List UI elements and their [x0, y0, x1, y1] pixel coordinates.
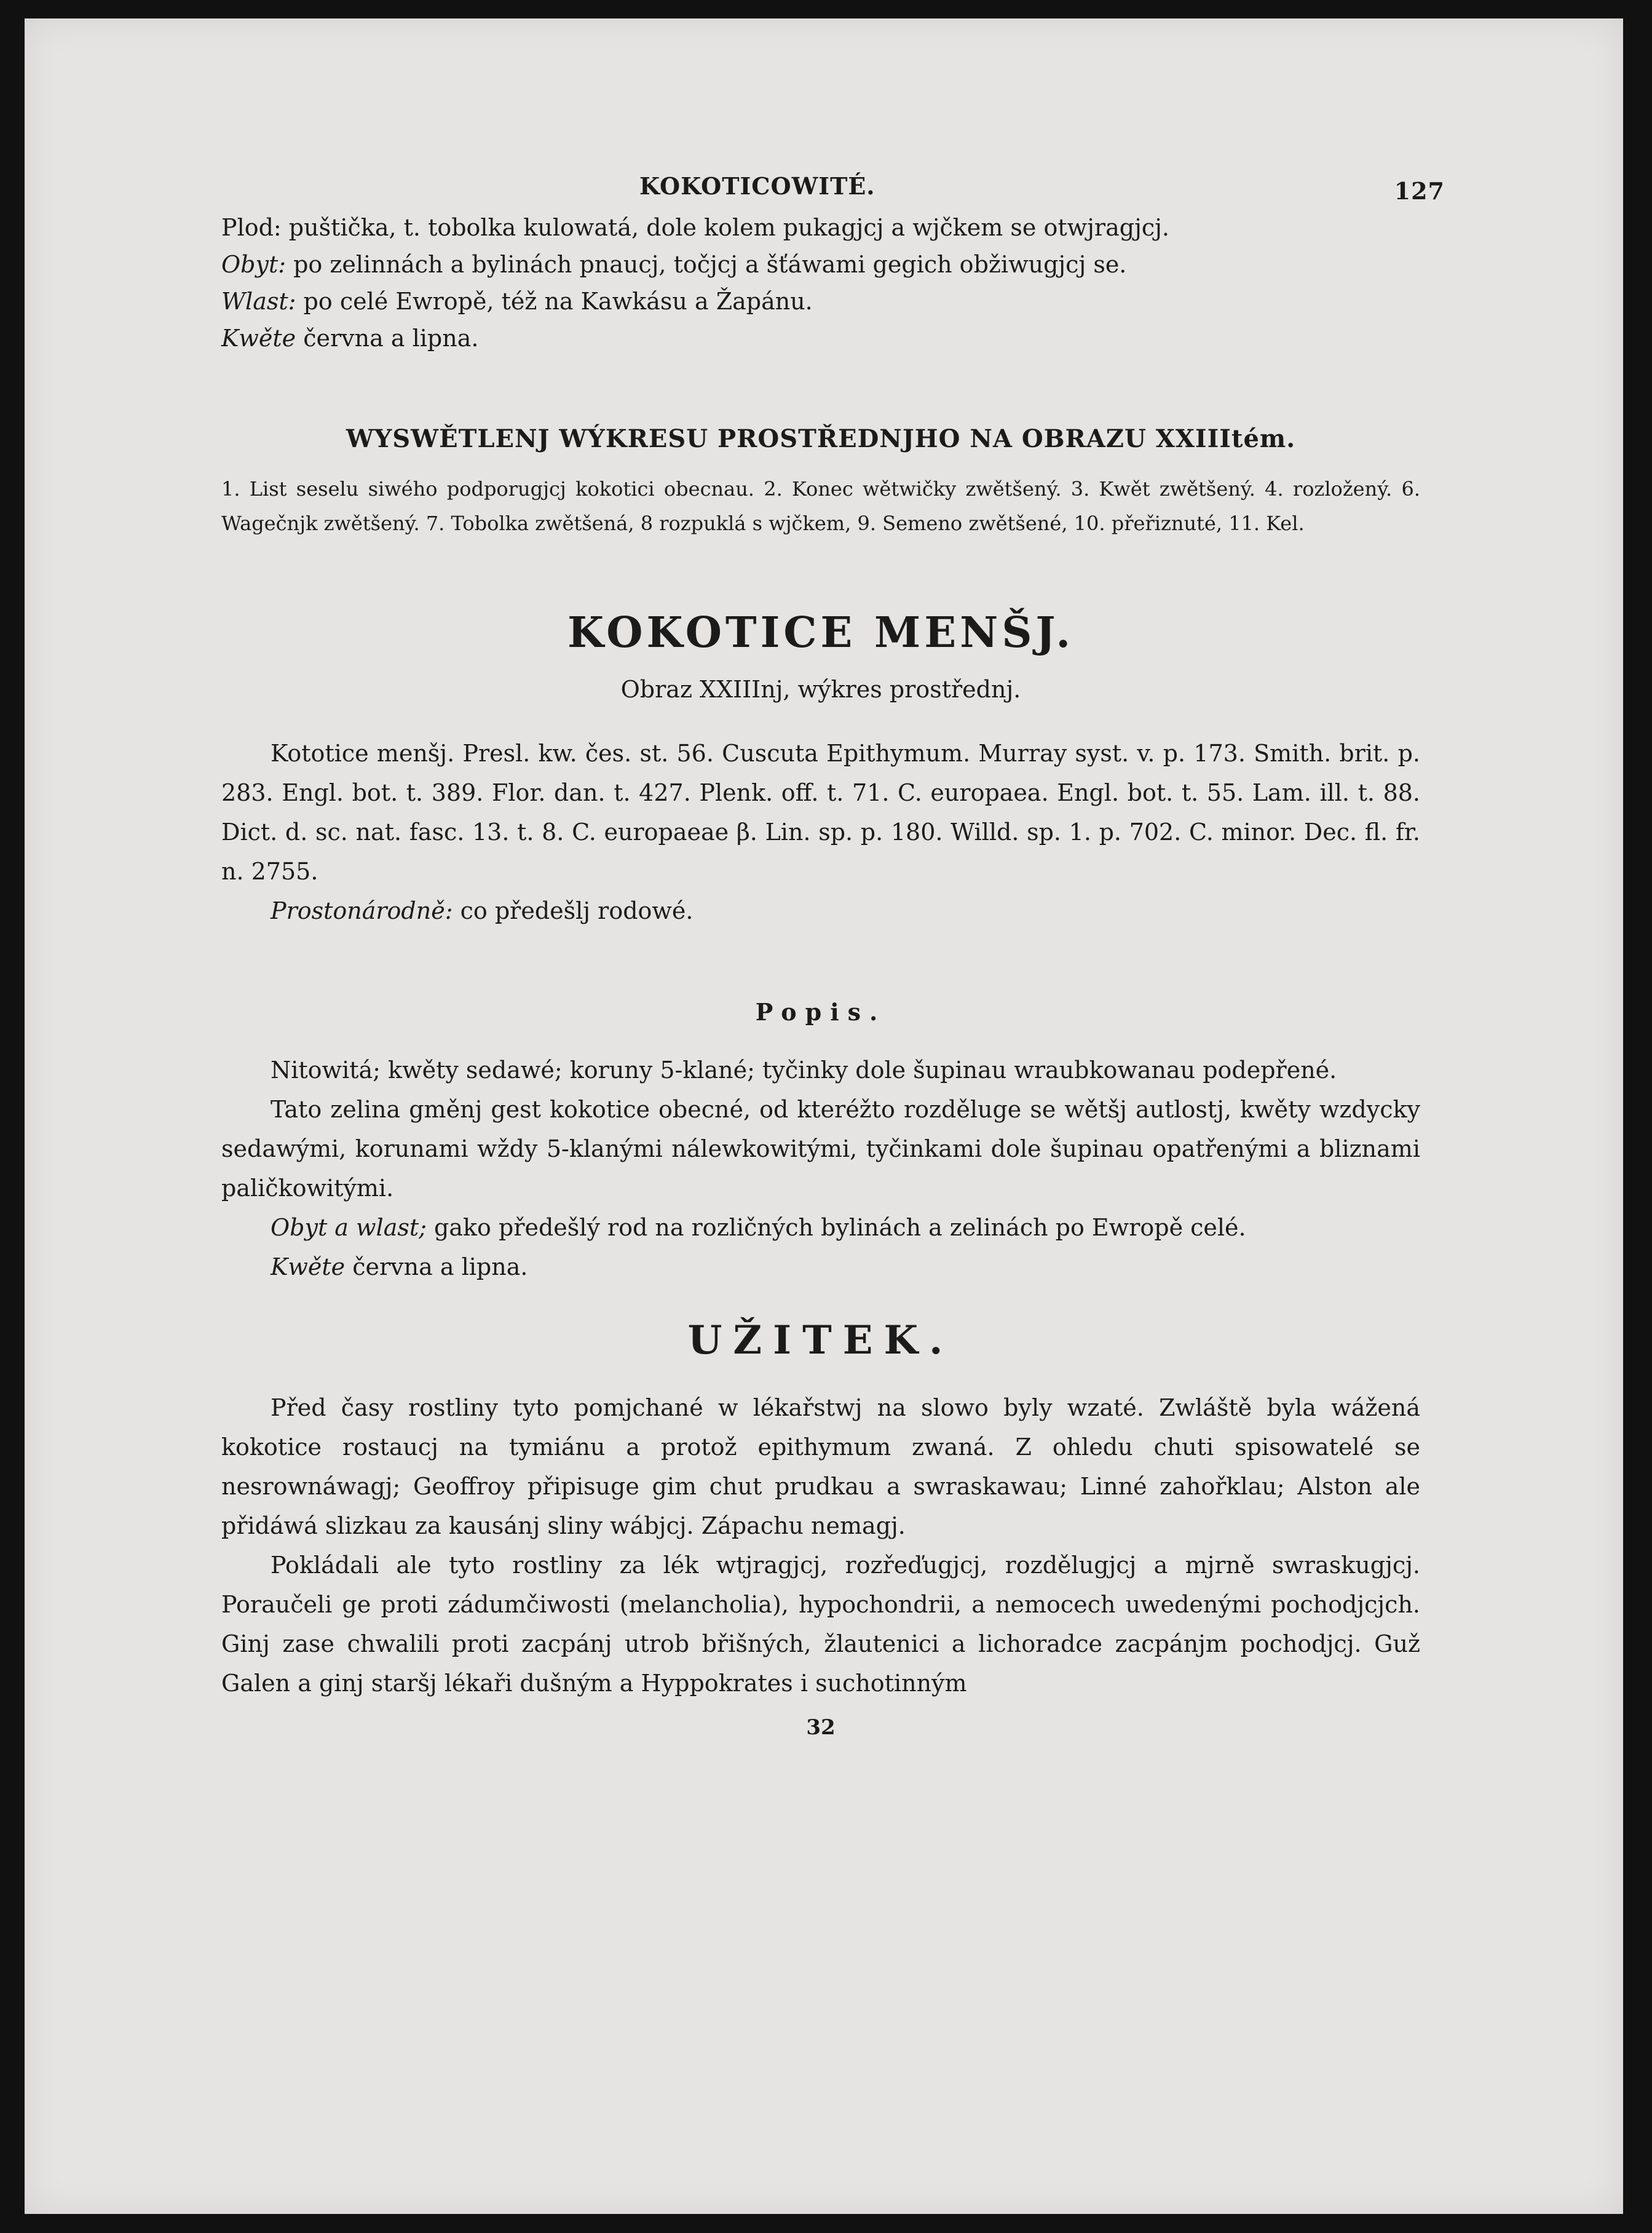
- wlast-label: Wlast:: [221, 288, 296, 315]
- uzitek-heading: UŽITEK.: [687, 1317, 954, 1363]
- figure-explanation-heading: WYSWĚTLENJ WÝKRESU PROSTŘEDNJHO NA OBRAZU XXIIItém.: [346, 424, 1296, 453]
- prostonarodne-line: [221, 891, 1420, 930]
- intro-block: [221, 209, 1420, 357]
- signature-mark: 32: [806, 1715, 836, 1740]
- figure-caption: 1. List seselu siwého podporugjcj kokotici obecnau. 2. Konec wětwičky zwětšený. 3. Kwět zwětšený. 4. rozložený. 6. Wagečnjk zwětšený. 7. Tobolka zwětšená, 8 rozpuklá s wjčkem, 9. Semeno zwětšené, 10. přeřiznuté, 11. Kel.: [221, 477, 1420, 535]
- popis-paragraph-3: [221, 1208, 1420, 1247]
- kwete-line: [221, 320, 1420, 357]
- obyt-line: [221, 246, 1420, 283]
- wlast-text: po celé Ewropě, též na Kawkásu a Žapánu.: [296, 288, 813, 315]
- popis-obyt-label: Obyt a wlast;: [271, 1214, 427, 1241]
- running-head: [221, 166, 1445, 209]
- prostonarodne-label: Prostonárodně:: [271, 897, 453, 924]
- wlast-line: [221, 283, 1420, 320]
- running-head-title: KOKOTICOWITÉ.: [639, 172, 875, 200]
- page-content: [221, 166, 1445, 1740]
- kwete-label: Kwěte: [221, 325, 296, 352]
- uzitek-paragraph-2: Pokládali ale tyto rostliny za lék wtjragjcj, rozřeďugjcj, rozdělugjcj a mjrně swraskugjcj. Poraučeli ge proti zádumčiwosti (melancholia), hypochondrii, a nemocech uwedenými pochodjcjch. Ginj zase chwalili proti zacpánj utrob břišných, žlautenici a lichoradce zacpánjm pochodjcj. Guž Galen a ginj staršj lékaři dušným a Hyppokrates i suchotinným: [221, 1552, 1420, 1697]
- popis-paragraph-1: Nitowitá; kwěty sedawé; koruny 5-klané; tyčinky dole šupinau wraubkowanau podepřené.: [271, 1057, 1337, 1084]
- popis-obyt-text: gako předešlý rod na rozličných bylinách a zelinách po Ewropě celé.: [426, 1214, 1246, 1241]
- book-page: [25, 18, 1623, 2214]
- popis-paragraph-4: [221, 1247, 1420, 1287]
- species-subtitle: Obraz XXIIInj, wýkres prostřednj.: [620, 676, 1021, 703]
- obyt-text: po zelinnách a bylinách pnaucj, točjcj a šťáwami gegich obžiwugjcj se.: [286, 251, 1127, 278]
- plod-line: Plod: puštička, t. tobolka kulowatá, dole kolem pukagjcj a wjčkem se otwjragjcj.: [221, 214, 1170, 241]
- popis-kwete-label: Kwěte: [271, 1253, 346, 1280]
- prostonarodne-text: co předešlj rodowé.: [453, 897, 694, 924]
- kwete-text: června a lipna.: [296, 325, 479, 352]
- obyt-label: Obyt:: [221, 251, 287, 278]
- popis-paragraph-2: Tato zelina gměnj gest kokotice obecné, od kteréžto rozděluge se wětšj autlostj, kwěty wzdycky sedawými, korunami wždy 5-klanými nálewkowitými, tyčinkami dole šupinau opatřenými a bliznami paličkowitými.: [221, 1096, 1420, 1202]
- synonymy-paragraph: Kototice menšj. Presl. kw. čes. st. 56. Cuscuta Epithymum. Murray syst. v. p. 173. Smith. brit. p. 283. Engl. bot. t. 389. Flor. dan. t. 427. Plenk. off. t. 71. C. europaea. Engl. bot. t. 55. Lam. ill. t. 88. Dict. d. sc. nat. fasc. 13. t. 8. C. europaeae β. Lin. sp. p. 180. Willd. sp. 1. p. 702. C. minor. Dec. fl. fr. n. 2755.: [221, 740, 1420, 885]
- popis-kwete-text: června a lipna.: [345, 1253, 528, 1280]
- page-number: 127: [1394, 177, 1445, 205]
- species-title: KOKOTICE MENŠJ.: [567, 608, 1074, 657]
- popis-heading: Popis.: [755, 998, 887, 1026]
- uzitek-paragraph-1: Před časy rostliny tyto pomjchané w lékařstwj na slowo byly wzaté. Zwláště byla wážená kokotice rostaucj na tymiánu a protož epithymum zwaná. Z ohledu chuti spisowatelé se nesrownáwagj; Geoffroy připisuge gim chut prudkau a swraskawau; Linné zahořklau; Alston ale přidáwá slizkau za kausánj sliny wábjcj. Zápachu nemagj.: [221, 1394, 1420, 1539]
